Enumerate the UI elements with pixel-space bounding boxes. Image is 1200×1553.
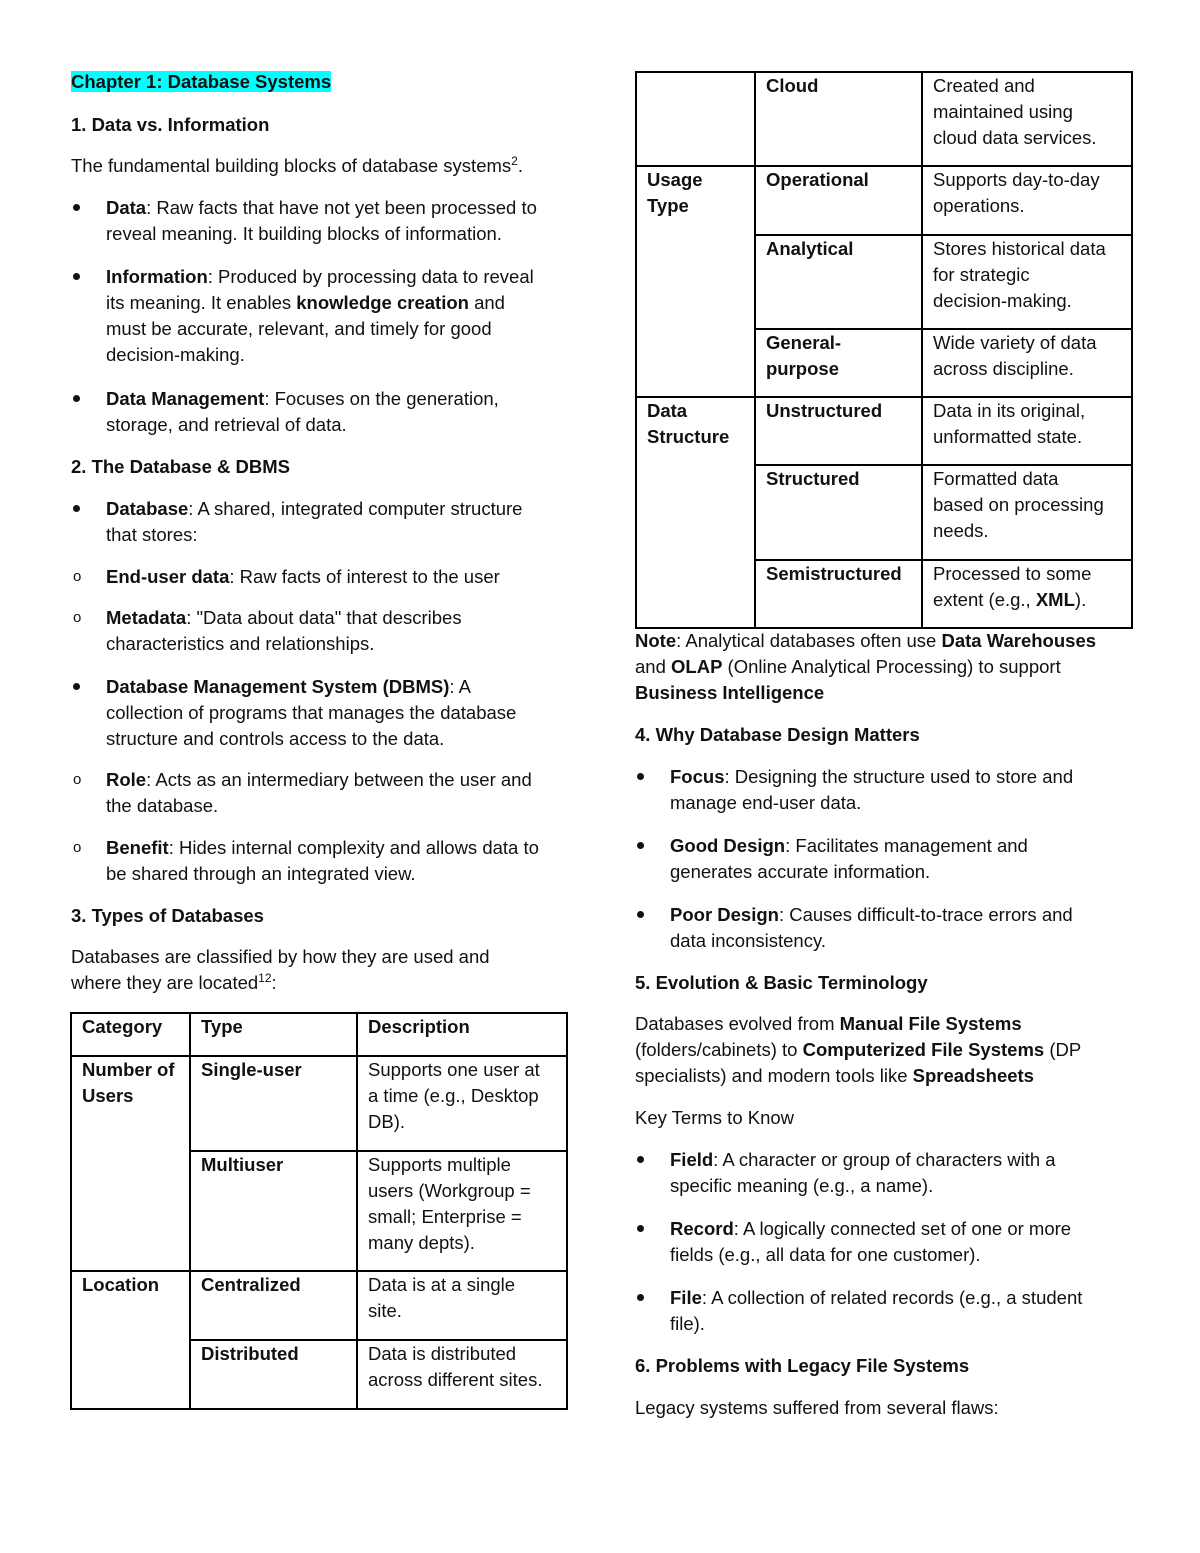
table-row	[636, 72, 1132, 166]
bullet-icon	[635, 902, 670, 928]
category-usage-type: Usage Type	[636, 166, 755, 397]
type-semistructured: Semistructured	[755, 560, 922, 628]
type-multiuser: Multiuser	[190, 1151, 357, 1271]
desc-unstructured: Data in its original, unformatted state.	[922, 397, 1132, 465]
desc-operational: Supports day-to-day operations.	[922, 166, 1132, 235]
type-unstructured: Unstructured	[755, 397, 922, 465]
desc-analytical: Stores historical data for strategic decision-making.	[922, 235, 1132, 329]
circle-bullet-icon: o	[73, 568, 82, 585]
desc-distributed: Data is distributed across different sites.	[357, 1340, 567, 1409]
category-empty-cell	[636, 72, 755, 166]
circle-bullet-icon: o	[73, 609, 82, 626]
type-structured: Structured	[755, 465, 922, 560]
section-6-heading: 6. Problems with Legacy File Systems	[635, 1355, 970, 1376]
bullet-icon	[71, 496, 106, 522]
section-1-intro: The fundamental building blocks of database systems$^2$.	[71, 154, 523, 176]
bullet-icon	[71, 674, 106, 700]
category-location: Location	[71, 1271, 190, 1409]
database-types-table-continued	[635, 71, 1133, 629]
header-type: Type	[190, 1013, 357, 1056]
header-category: Category	[71, 1013, 190, 1056]
category-number-of-users: Number of Users	[71, 1056, 190, 1271]
section-5-heading: 5. Evolution & Basic Terminology	[635, 972, 928, 993]
category-data-structure: Data Structure	[636, 397, 755, 628]
type-general-purpose: General- purpose	[755, 329, 922, 397]
type-analytical: Analytical	[755, 235, 922, 329]
chapter-title: Chapter 1: Database Systems	[71, 71, 332, 92]
circle-bullet-icon: o	[73, 771, 82, 788]
database-types-table	[70, 1012, 568, 1410]
key-terms-label: Key Terms to Know	[635, 1107, 795, 1128]
bullet-icon	[635, 1216, 670, 1242]
desc-structured: Formatted data based on processing needs.	[922, 465, 1132, 560]
section-6-intro: Legacy systems suffered from several flaws:	[635, 1397, 999, 1418]
header-description: Description	[357, 1013, 567, 1056]
desc-centralized: Data is at a single site.	[357, 1271, 567, 1340]
section-3-intro-line-1: Databases are classified by how they are used and	[71, 946, 490, 967]
table-row	[71, 1056, 567, 1151]
bullet-icon	[71, 264, 106, 290]
bullet-icon	[635, 1285, 670, 1311]
desc-cloud: Created and maintained using cloud data services.	[922, 72, 1132, 166]
desc-general-purpose: Wide variety of data across discipline.	[922, 329, 1132, 397]
section-2-heading: 2. The Database & DBMS	[71, 456, 290, 477]
section-4-heading: 4. Why Database Design Matters	[635, 724, 920, 745]
bullet-icon	[635, 764, 670, 790]
bullet-icon	[635, 1147, 670, 1173]
desc-semistructured: Processed to some extent (e.g., XML).	[922, 560, 1132, 628]
table-row	[636, 397, 1132, 465]
bullet-icon	[71, 195, 106, 221]
section-3-intro-line-2: where they are located$^{12}$:	[71, 971, 277, 993]
type-cloud: Cloud	[755, 72, 922, 166]
bullet-icon	[635, 833, 670, 859]
desc-multiuser: Supports multiple users (Workgroup = small; Enterprise = many depts).	[357, 1151, 567, 1271]
bullet-icon	[71, 386, 106, 412]
desc-single-user: Supports one user at a time (e.g., Desktop DB).	[357, 1056, 567, 1151]
type-centralized: Centralized	[190, 1271, 357, 1340]
table-row	[71, 1271, 567, 1340]
type-operational: Operational	[755, 166, 922, 235]
table-row	[636, 166, 1132, 235]
section-3-heading: 3. Types of Databases	[71, 905, 264, 926]
section-1-heading: 1. Data vs. Information	[71, 114, 270, 135]
circle-bullet-icon: o	[73, 839, 82, 856]
type-distributed: Distributed	[190, 1340, 357, 1409]
type-single-user: Single-user	[190, 1056, 357, 1151]
table-header-row	[71, 1013, 567, 1056]
